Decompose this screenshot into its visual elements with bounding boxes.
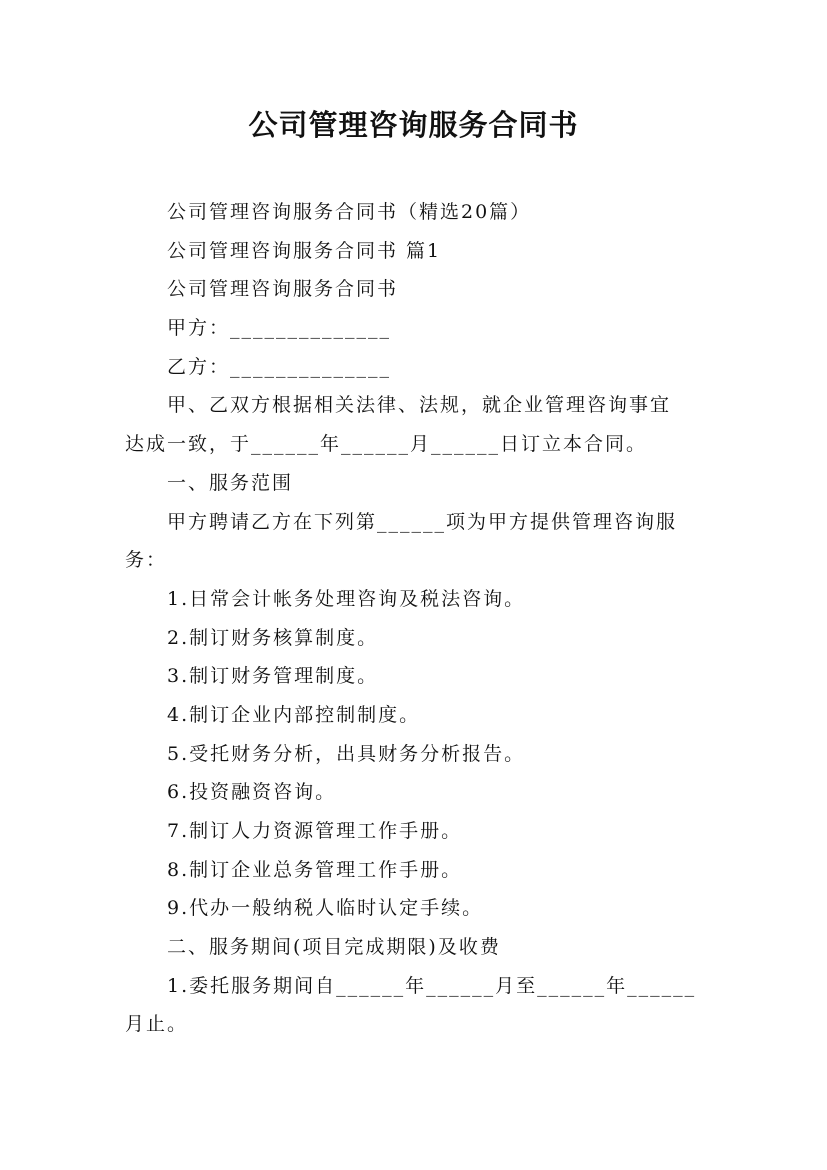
section-heading: 二、服务期间(项目完成期限)及收费 bbox=[167, 936, 501, 959]
paragraph-line: 公司管理咨询服务合同书 篇1 bbox=[167, 239, 442, 262]
list-item: 6.投资融资咨询。 bbox=[167, 781, 337, 804]
list-item: 5.受托财务分析，出具财务分析报告。 bbox=[167, 742, 526, 765]
list-item: 3.制订财务管理制度。 bbox=[167, 665, 379, 688]
document-body bbox=[125, 193, 705, 1044]
paragraph-line: 公司管理咨询服务合同书 bbox=[167, 278, 399, 301]
paragraph-line: 务： bbox=[125, 549, 168, 572]
paragraph-line: 公司管理咨询服务合同书（精选20篇） bbox=[167, 201, 532, 223]
party-b-line: 乙方：______________ bbox=[167, 355, 392, 378]
paragraph-line: 甲方聘请乙方在下列第______项为甲方提供管理咨询服 bbox=[167, 510, 678, 533]
paragraph-line: 达成一致，于______年______月______日订立本合同。 bbox=[125, 433, 648, 456]
list-item: 2.制订财务核算制度。 bbox=[167, 626, 379, 649]
section-heading: 一、服务范围 bbox=[167, 471, 294, 494]
list-item: 9.代办一般纳税人临时认定手续。 bbox=[167, 897, 484, 920]
paragraph-line: 甲、乙双方根据相关法律、法规，就企业管理咨询事宜 bbox=[167, 394, 672, 417]
list-item: 8.制订企业总务管理工作手册。 bbox=[167, 858, 463, 881]
party-a-line: 甲方：______________ bbox=[167, 317, 392, 340]
paragraph-line: 月止。 bbox=[125, 1013, 189, 1036]
list-item: 7.制订人力资源管理工作手册。 bbox=[167, 820, 463, 842]
list-item: 1.委托服务期间自______年______月至______年______ bbox=[167, 974, 697, 997]
document-title: 公司管理咨询服务合同书 bbox=[248, 108, 579, 142]
list-item: 4.制订企业内部控制制度。 bbox=[167, 703, 421, 726]
list-item: 1.日常会计帐务处理咨询及税法咨询。 bbox=[167, 587, 526, 610]
